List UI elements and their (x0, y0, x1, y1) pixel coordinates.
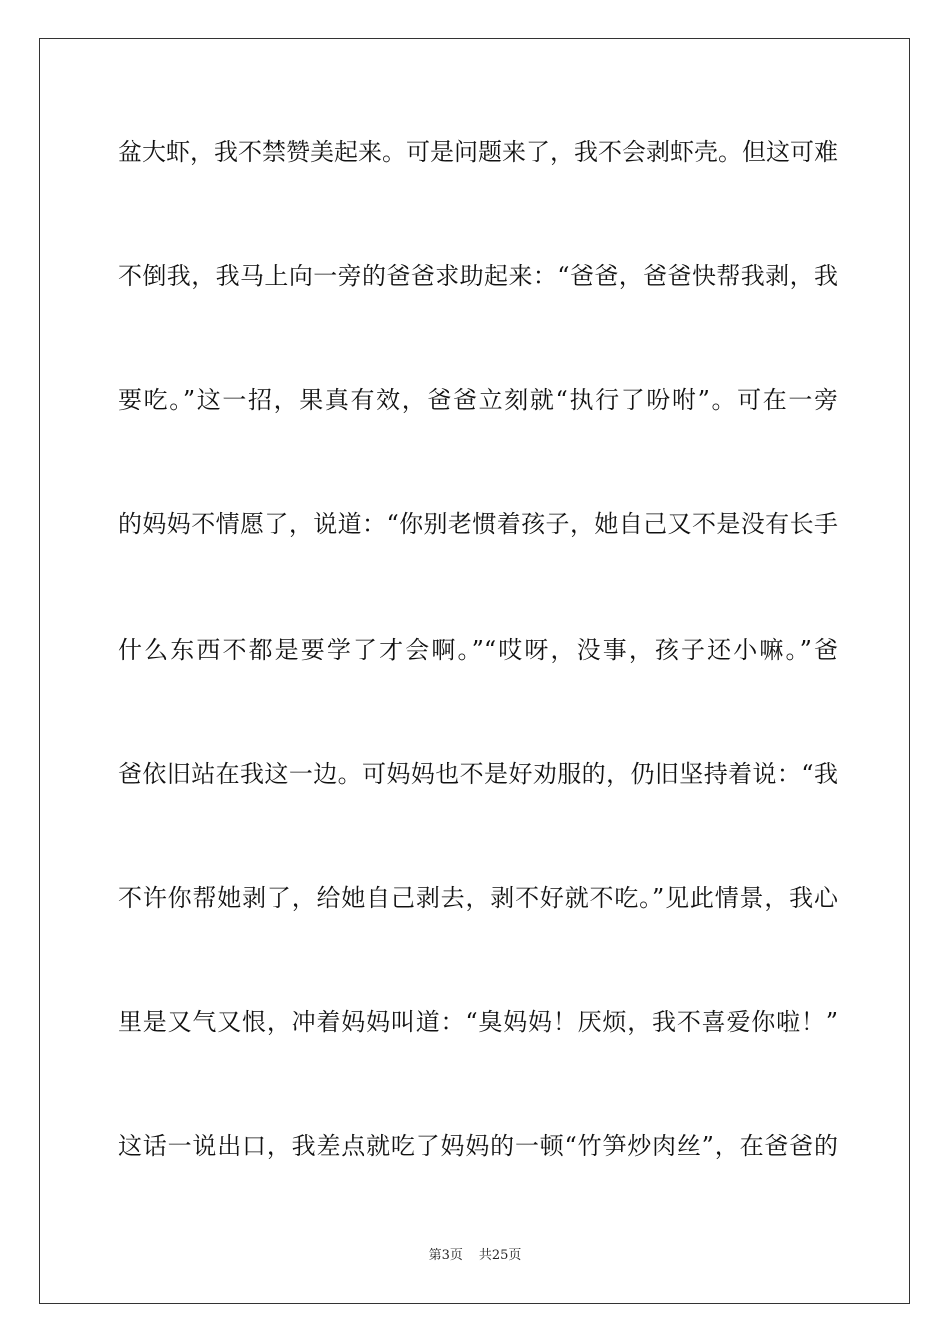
text-line: 的妈妈不情愿了，说道：“你别老惯着孩子，她自己又不是没有长手 (118, 510, 838, 538)
text-line: 什么东西不都是要学了才会啊。”“哎呀，没事，孩子还小嘛。”爸 (118, 636, 838, 664)
text-line: 不许你帮她剥了，给她自己剥去，剥不好就不吃。”见此情景，我心 (118, 884, 838, 912)
page-total: 共25页 (478, 1248, 522, 1263)
text-line: 里是又气又恨，冲着妈妈叫道：“臭妈妈！厌烦，我不喜爱你啦！” (118, 1008, 838, 1036)
page-border (39, 38, 910, 1304)
page-footer (0, 1248, 950, 1264)
text-line: 要吃。”这一招，果真有效，爸爸立刻就“执行了吩咐”。可在一旁 (118, 386, 838, 414)
text-line: 不倒我，我马上向一旁的爸爸求助起来：“爸爸，爸爸快帮我剥，我 (118, 262, 838, 290)
page-number: 第3页 (428, 1248, 463, 1263)
text-line: 盆大虾，我不禁赞美起来。可是问题来了，我不会剥虾壳。但这可难 (118, 138, 838, 166)
text-line: 这话一说出口，我差点就吃了妈妈的一顿“竹笋炒肉丝”，在爸爸的 (118, 1132, 838, 1160)
text-line: 爸依旧站在我这一边。可妈妈也不是好劝服的，仍旧坚持着说：“我 (118, 760, 838, 788)
